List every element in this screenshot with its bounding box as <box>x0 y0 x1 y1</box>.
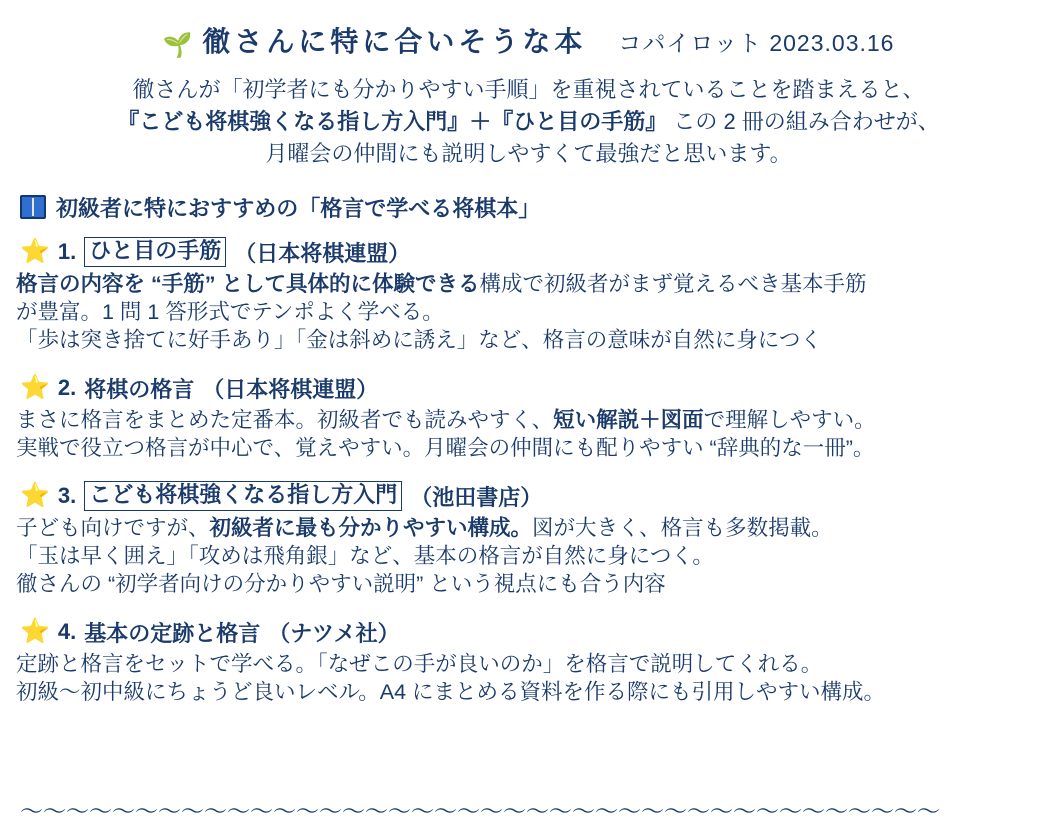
intro-line-2 <box>14 106 1043 138</box>
body-line-plain: 構成で初級者がまず覚えるべき基本手筋 <box>479 271 867 296</box>
list-item-number: 2. <box>57 375 77 401</box>
intro-line-2-bold: 『こども将棋強くなる指し方入門』＋『ひと目の手筋』 <box>117 108 668 134</box>
body-line <box>16 406 1043 434</box>
list-item-title: ひと目の手筋 <box>84 237 226 266</box>
body-line: が豊富。1 問 1 答形式でテンポよく学べる。 <box>16 300 444 325</box>
list-item-title: 将棋の格言 <box>84 376 195 402</box>
list-item-publisher: （日本将棋連盟） <box>234 240 411 266</box>
list-item <box>14 481 1043 599</box>
list-item-body <box>16 650 1043 707</box>
title-meta: コパイロット 2023.03.16 <box>618 30 895 56</box>
list-item-body <box>16 270 1043 355</box>
body-line-plain: 子ども向けですが、 <box>16 515 210 540</box>
body-line-bold: 格言の内容を “手筋” として具体的に体験できる <box>16 271 480 296</box>
list-item-publisher: （池田書店） <box>410 484 543 510</box>
body-line: 定跡と格言をセットで学べる。「なぜこの手が良いのか」を格言で説明してくれる。 <box>16 651 823 676</box>
list-item-body <box>16 514 1043 599</box>
list-item-number: 3. <box>57 483 77 509</box>
body-line-bold: 初級者に最も分かりやすい構成。 <box>209 515 533 540</box>
list-item <box>14 373 1043 463</box>
list-item-header <box>20 373 1043 404</box>
list-item-title: こども将棋強くなる指し方入門 <box>84 481 402 510</box>
list-item-body <box>16 406 1043 463</box>
body-line-plain-2: 図が大きく、格言も多数掲載。 <box>532 515 833 540</box>
body-line: 初級～初中級にちょうど良いレベル。A4 にまとめる資料を作る際にも引用しやすい構成。 <box>16 680 886 705</box>
spacer <box>14 361 1043 373</box>
intro-paragraph <box>14 74 1043 170</box>
intro-line-1: 徹さんが「初学者にも分かりやすい手順」を重視されていることを踏まえると、 <box>132 77 925 102</box>
body-line: 「玉は早く囲え」「攻めは飛角銀」など、基本の格言が自然に身につく。 <box>16 543 714 568</box>
list-item-number: 4. <box>57 619 77 645</box>
page-title: 徹さんに特に合いそうな本 <box>202 26 587 57</box>
body-line: 「歩は突き捨てに好手あり」「金は斜めに誘え」など、格言の意味が自然に身につく <box>16 328 822 353</box>
list-item-publisher: （ナツメ社） <box>268 620 400 646</box>
section-heading-label: 初級者に特におすすめの「格言で学べる将棋本」 <box>56 195 541 221</box>
star-icon: ⭐ <box>20 238 50 266</box>
spacer <box>14 469 1043 481</box>
section-heading <box>20 192 1043 223</box>
star-icon: ⭐ <box>20 374 50 402</box>
body-line <box>16 270 1043 298</box>
list-item <box>14 237 1043 355</box>
list-item-header <box>20 617 1043 648</box>
body-line-plain: まさに格言をまとめた定番本。初級者でも読みやすく、 <box>16 407 554 432</box>
body-line <box>16 514 1043 542</box>
list-item-publisher: （日本将棋連盟） <box>202 376 379 402</box>
book-icon <box>20 195 46 219</box>
list-item <box>14 617 1043 707</box>
intro-line-2-rest: この 2 冊の組み合わせが、 <box>673 108 940 134</box>
intro-line-3: 月曜会の仲間にも説明しやすくて最強だと思います。 <box>265 140 792 166</box>
body-line-plain-2: で理解しやすい。 <box>703 407 876 432</box>
body-line: 徹さんの “初学者向けの分かりやすい説明” という視点にも合う内容 <box>16 572 666 597</box>
sprout-icon: 🌱 <box>162 32 193 59</box>
document-title-row <box>14 20 1043 60</box>
footer-wave-divider: 〜〜〜〜〜〜〜〜〜〜〜〜〜〜〜〜〜〜〜〜〜〜〜〜〜〜〜〜〜〜〜〜〜〜〜〜〜〜〜〜 <box>20 798 940 824</box>
list-item-number: 1. <box>57 239 77 265</box>
list-item-header <box>20 237 1043 268</box>
list-item-header <box>20 481 1043 512</box>
star-icon: ⭐ <box>20 618 50 646</box>
star-icon: ⭐ <box>20 482 50 510</box>
spacer <box>14 605 1043 617</box>
body-line-bold: 短い解説＋図面 <box>553 407 704 432</box>
list-item-title: 基本の定跡と格言 <box>84 620 261 646</box>
body-line: 実戦で役立つ格言が中心で、覚えやすい。月曜会の仲間にも配りやすい “辞典的な一冊”。 <box>16 436 875 461</box>
